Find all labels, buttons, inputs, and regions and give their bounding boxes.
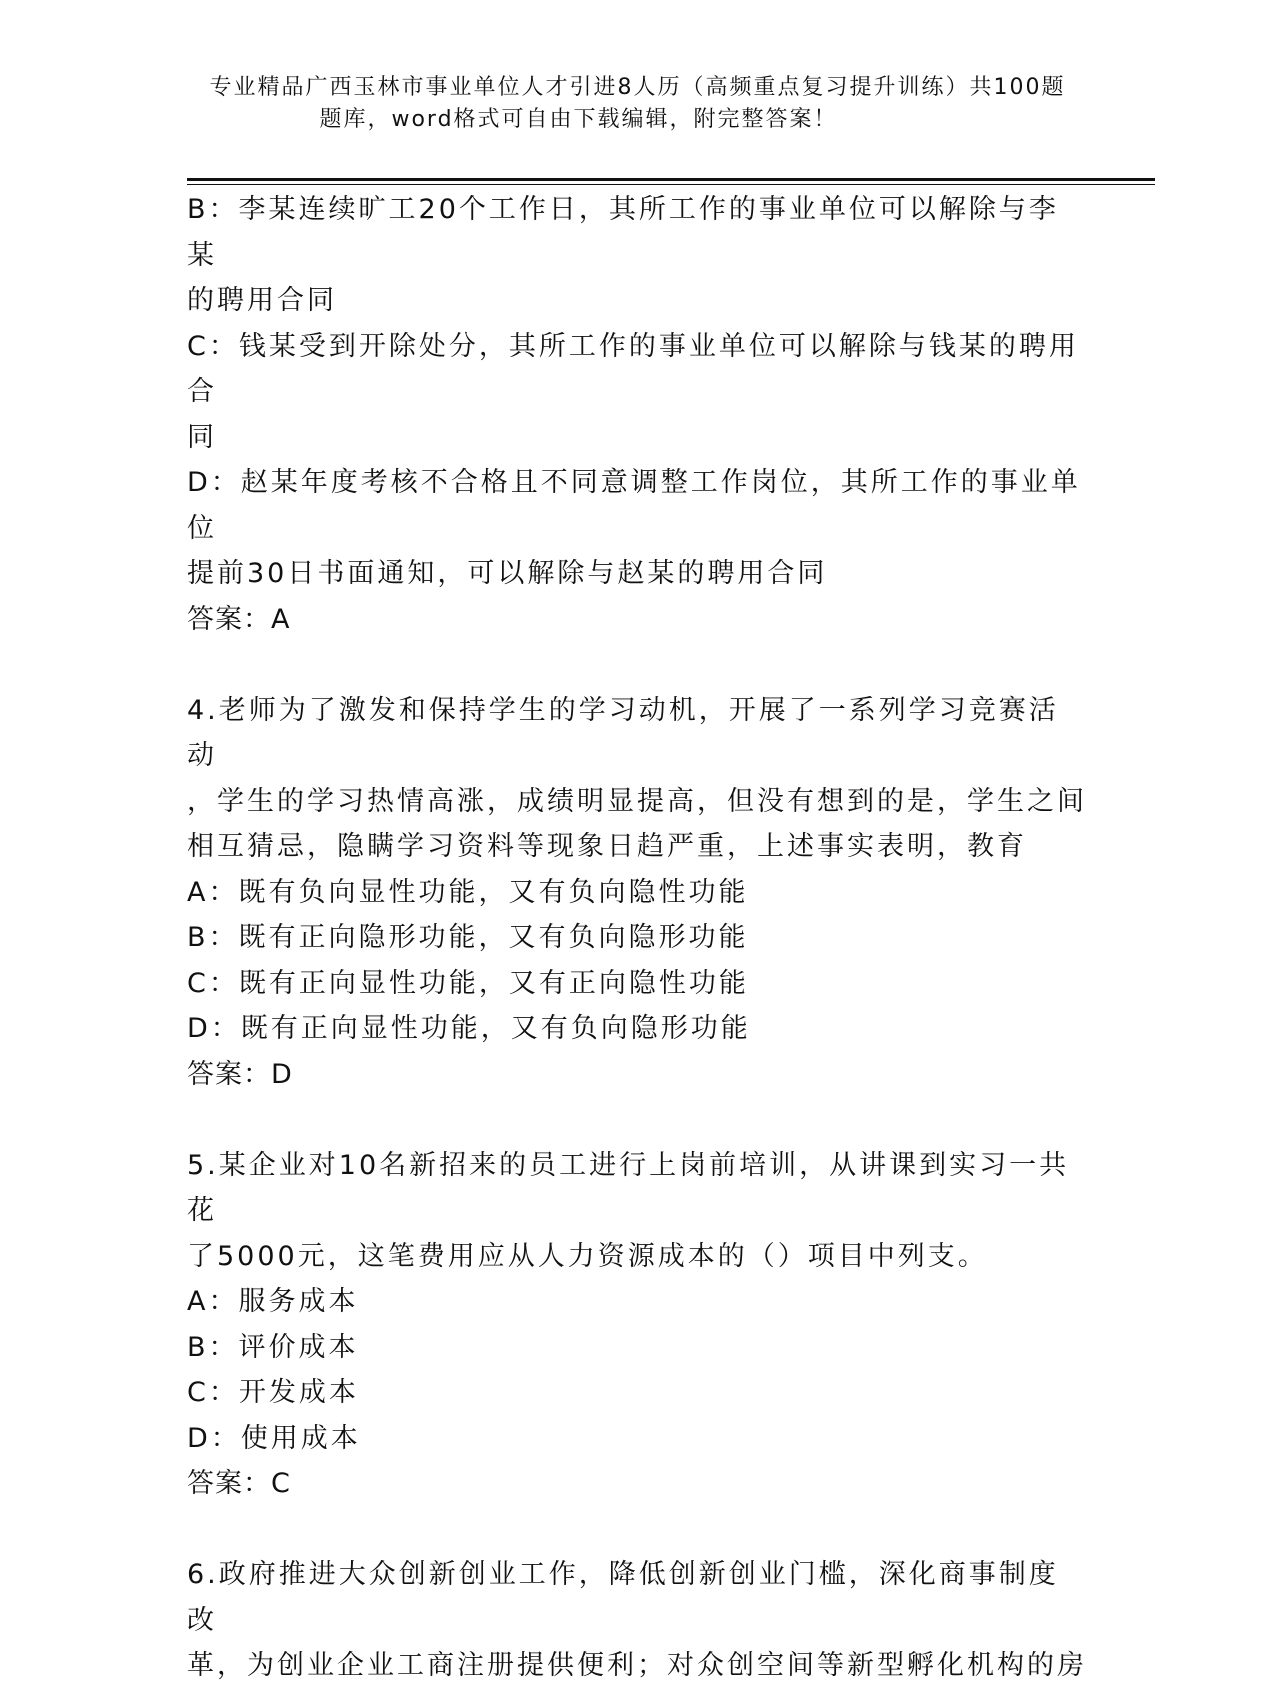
question-stem-line: 革，为创业企业工商注册提供便利；对众创空间等新型孵化机构的房 (187, 1650, 1087, 1681)
question-stem-line: 5.某企业对10名新招来的员工进行上岗前培训，从讲课到实习一共花 (187, 1149, 1070, 1226)
header-title-line2: 题库，word格式可自由下载编辑，附完整答案！ (319, 107, 838, 132)
option-c: C：钱某受到开除处分，其所工作的事业单位可以解除与钱某的聘用合 (187, 330, 1079, 407)
answer: 答案：D (187, 1058, 293, 1090)
option-b: B：李某连续旷工20个工作日，其所工作的事业单位可以解除与李某 (187, 194, 1059, 271)
question-gap (187, 1097, 1087, 1143)
header-rule-thick (187, 178, 1155, 181)
question-stem-line: 相互猜忌，隐瞒学习资料等现象日趋严重，上述事实表明，教育 (187, 831, 1027, 862)
question-stem-line: 4.老师为了激发和保持学生的学习动机，开展了一系列学习竞赛活动 (187, 694, 1059, 771)
option-a: A：既有负向显性功能，又有负向隐性功能 (187, 876, 749, 908)
option-a: A：服务成本 (187, 1286, 359, 1317)
option-c-cont: 同 (187, 421, 217, 453)
option-d: D：赵某年度考核不合格且不同意调整工作岗位，其所工作的事业单位 (187, 467, 1081, 544)
option-b-cont: 的聘用合同 (187, 285, 337, 316)
option-c: C：开发成本 (187, 1377, 359, 1408)
option-c: C：既有正向显性功能，又有正向隐性功能 (187, 967, 749, 999)
header-title-line1: 专业精品广西玉林市事业单位人才引进8人历（高频重点复习提升训练）共100题 (209, 75, 1066, 100)
question-gap (187, 1507, 1087, 1553)
answer: 答案：C (187, 1468, 291, 1499)
question-6 (187, 1552, 1087, 1689)
question-stem-line: 6.政府推进大众创新创业工作，降低创新创业门槛，深化商事制度改 (187, 1559, 1059, 1636)
option-d: D：使用成本 (187, 1422, 361, 1454)
question-4 (187, 688, 1087, 1098)
question-5 (187, 1143, 1087, 1507)
option-b: B：既有正向隐形功能，又有负向隐形功能 (187, 922, 749, 953)
option-d: D：既有正向显性功能，又有负向隐形功能 (187, 1013, 751, 1044)
question-stem-line: 了5000元，这笔费用应从人力资源成本的（）项目中列支。 (187, 1240, 988, 1272)
answer: 答案：A (187, 603, 291, 635)
question-gap (187, 642, 1087, 688)
question-3-tail (187, 187, 1087, 642)
question-list (187, 187, 1087, 1689)
option-d-cont: 提前30日书面通知，可以解除与赵某的聘用合同 (187, 558, 828, 589)
option-b: B：评价成本 (187, 1331, 359, 1363)
page-header (0, 72, 1275, 136)
question-stem-line: ，学生的学习热情高涨，成绩明显提高，但没有想到的是，学生之间 (187, 785, 1087, 817)
header-rule-thin (187, 184, 1155, 185)
